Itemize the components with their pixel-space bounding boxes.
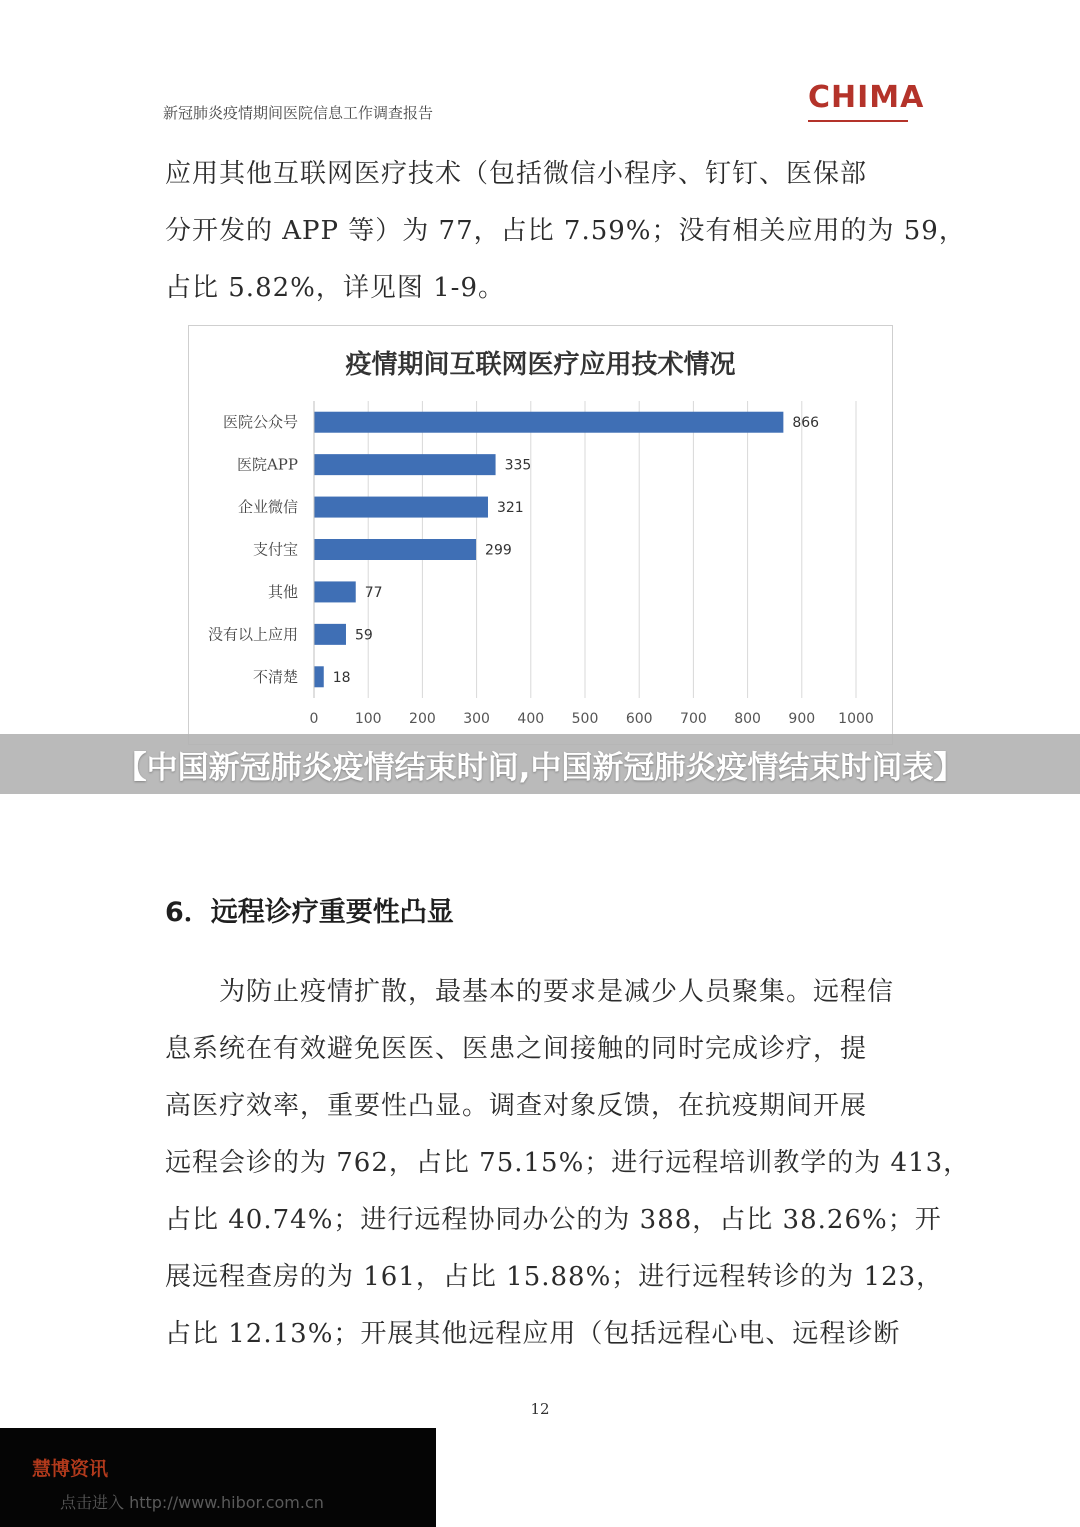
x-tick-label: 0 [309,711,319,727]
category-label: 医院APP [236,455,298,474]
category-label: 不清楚 [252,667,298,686]
bar [314,412,783,433]
watermark-box [0,1428,436,1527]
data-label: 299 [485,542,512,559]
section-line: 高医疗效率，重要性凸显。调查对象反馈，在抗疫期间开展 [165,1091,868,1121]
x-tick-label: 1000 [838,711,874,727]
intro-line: 占比 5.82%，详见图 1-9。 [165,273,505,303]
x-tick-label: 400 [517,711,545,727]
section-line: 为防止疫情扩散，最基本的要求是减少人员聚集。远程信 [165,977,895,1007]
category-label: 支付宝 [252,540,298,559]
intro-line: 分开发的 APP 等）为 77，占比 7.59%；没有相关应用的为 59， [165,216,966,246]
category-label: 医院公众号 [222,413,298,432]
section-line: 占比 12.13%；开展其他远程应用（包括远程心电、远程诊断 [165,1319,901,1349]
category-label: 没有以上应用 [207,625,298,644]
report-header-title: 新冠肺炎疫情期间医院信息工作调查报告 [163,104,434,122]
data-label: 866 [792,415,820,432]
logo-underline [808,120,908,122]
data-label: 335 [504,457,532,474]
x-tick-label: 500 [571,711,599,727]
data-label: 59 [354,627,373,644]
category-label: 企业微信 [237,498,298,517]
category-label: 其他 [267,582,298,601]
chart-canvas [189,326,892,744]
chart-title: 疫情期间互联网医疗应用技术情况 [345,350,736,380]
bar-chart [188,325,893,745]
x-tick-label: 200 [409,711,436,727]
section-paragraph [165,964,971,1363]
section-line: 占比 40.74%；进行远程协同办公的为 388，占比 38.26%；开 [165,1205,942,1235]
bar [314,666,324,687]
section-title: 6．远程诊疗重要性凸显 [165,897,454,928]
section-line: 展远程查房的为 161，占比 15.88%；进行远程转诊的为 123， [165,1262,944,1292]
data-label: 18 [332,669,351,686]
section-line: 息系统在有效避免医医、医患之间接触的同时完成诊疗，提 [165,1034,868,1064]
x-tick-label: 300 [463,711,490,727]
intro-line: 应用其他互联网医疗技术（包括微信小程序、钉钉、医保部 [165,159,868,189]
bar [314,624,346,645]
x-tick-label: 900 [788,711,816,727]
intro-paragraph [165,146,966,317]
x-tick-label: 800 [734,711,761,727]
section-line: 远程会诊的为 762，占比 75.15%；进行远程培训教学的为 413， [165,1148,971,1178]
title-banner [0,734,1080,794]
x-tick-label: 100 [354,711,382,727]
chima-logo: CHIMA [808,80,925,115]
x-tick-label: 700 [680,711,707,727]
bar [314,581,356,602]
bar [314,539,476,560]
watermark-url: 点击进入 http://www.hibor.com.cn [60,1493,324,1512]
bar [314,454,496,475]
data-label: 77 [364,584,383,601]
page-number: 12 [530,1400,550,1418]
data-label: 321 [496,500,524,517]
bar [314,497,488,518]
x-tick-label: 600 [625,711,653,727]
watermark-brand: 慧博资讯 [32,1458,109,1480]
banner-text: 【中国新冠肺炎疫情结束时间,中国新冠肺炎疫情结束时间表】 [115,749,965,786]
